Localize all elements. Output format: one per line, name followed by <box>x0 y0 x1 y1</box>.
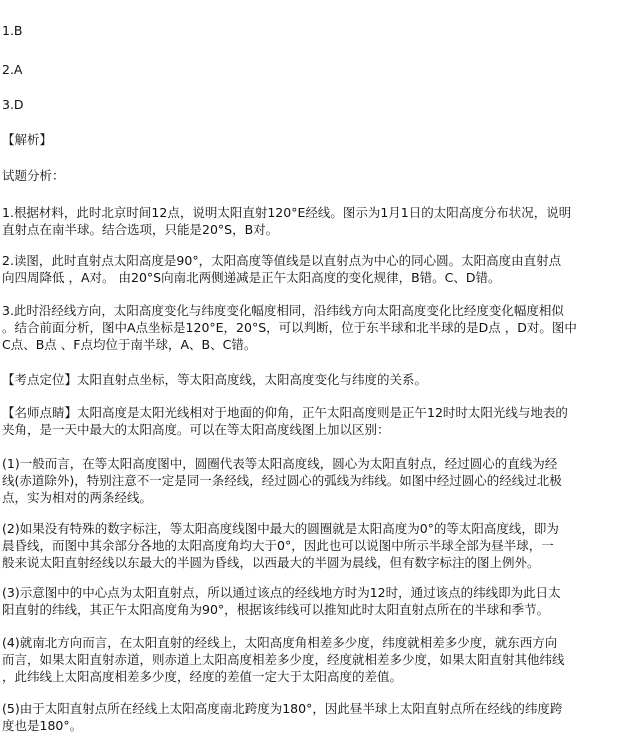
note-1-line: 点，实为相对的两条经线。 <box>2 490 153 505</box>
answer-1: 1.B <box>2 23 23 38</box>
note-4-line: 而言，如果太阳直射赤道，则赤道上太阳高度相差多少度，经度就相差多少度，如果太阳直射其他纬线 <box>2 652 565 667</box>
kaodian-dingwei: 【考点定位】太阳直射点坐标，等太阳高度线，太阳高度变化与纬度的关系。 <box>2 372 428 387</box>
note-2-line: 般来说太阳直射经线以东最大的半圆为昏线，以西最大的半圆为晨线，但有数字标注的图上例外。 <box>2 555 540 570</box>
note-5-line: (5)由于太阳直射点所在经线上太阳高度南北跨度为180°，因此昼半球上太阳直射点所在经线的纬度跨 <box>2 701 563 716</box>
mingshi-line: 【名师点睛】太阳高度是太阳光线相对于地面的仰角，正午太阳高度则是正午12时时太阳光线与地表的 <box>2 405 568 420</box>
note-2 <box>2 520 628 571</box>
note-5-line: 度也是180°。 <box>2 718 83 733</box>
analysis-item-1 <box>2 204 628 238</box>
answer-2: 2.A <box>2 62 23 77</box>
note-2-line: 晨昏线，而图中其余部分各地的太阳高度角均大于0°，因此也可以说图中所示半球全部为昼半球，一 <box>2 538 554 553</box>
note-2-line: (2)如果没有特殊的数字标注，等太阳高度线图中最大的圆圈就是太阳高度为0°的等太阳高度线，即为 <box>2 521 559 536</box>
note-3-line: 阳直射的纬线，其正午太阳高度角为90°，根据该纬线可以推知此时太阳直射点所在的半球和季节。 <box>2 602 550 617</box>
mingshi-line: 夹角，是一天中最大的太阳高度。可以在等太阳高度线图上加以区别： <box>2 422 390 437</box>
note-4 <box>2 634 628 685</box>
analysis-item-3 <box>2 302 628 353</box>
analysis-item-3-line: C点、B点 、F点均位于南半球，A、B、C错。 <box>2 337 257 352</box>
note-3 <box>2 584 628 618</box>
analysis-item-2 <box>2 252 628 286</box>
note-5 <box>2 700 628 734</box>
answer-3: 3.D <box>2 97 24 112</box>
analysis-item-2-line: 向四周降低 ，A对。 由20°S向南北两侧递减是正午太阳高度的变化规律，B错。C、D错。 <box>2 270 501 285</box>
analysis-header: 【解析】 <box>2 132 53 147</box>
note-1-line: (1)一般而言，在等太阳高度图中，圆圈代表等太阳高度线，圆心为太阳直射点，经过圆心的直线为经 <box>2 456 558 471</box>
analysis-item-1-line: 直射点在南半球。结合选项，只能是20°S，B对。 <box>2 222 279 237</box>
note-4-line: ，此纬线上太阳高度相差多少度，经度的差值一定大于太阳高度的差值。 <box>2 669 403 684</box>
analysis-intro: 试题分析： <box>2 168 65 183</box>
analysis-item-1-line: 1.根据材料，此时北京时间12点，说明太阳直射120°E经线。图示为1月1日的太阳高度分布状况，说明 <box>2 205 572 220</box>
mingshi-dianjing <box>2 404 628 438</box>
note-1 <box>2 455 628 506</box>
note-3-line: (3)示意图中的中心点为太阳直射点，所以通过该点的经线地方时为12时，通过该点的纬线即为此日太 <box>2 585 561 600</box>
analysis-item-3-line: 3.此时沿经线方向，太阳高度变化与纬度变化幅度相同，沿纬线方向太阳高度变化比经度变化幅度相似 <box>2 303 564 318</box>
note-4-line: (4)就南北方向而言，在太阳直射的经线上，太阳高度角相差多少度，纬度就相差多少度，就东西方向 <box>2 635 558 650</box>
note-1-line: 线(赤道除外)，特别注意不一定是同一条经线，经过圆心的弧线为纬线。如图中经过圆心的经线过北极 <box>2 473 562 488</box>
analysis-item-3-line: 。结合前面分析，图中A点坐标是120°E，20°S，可以判断，位于东半球和北半球的是D点 ，D对。图中 <box>2 320 577 335</box>
analysis-item-2-line: 2.读图，此时直射点太阳高度是90°，太阳高度等值线是以直射点为中心的同心圆。太阳高度由直射点 <box>2 253 562 268</box>
